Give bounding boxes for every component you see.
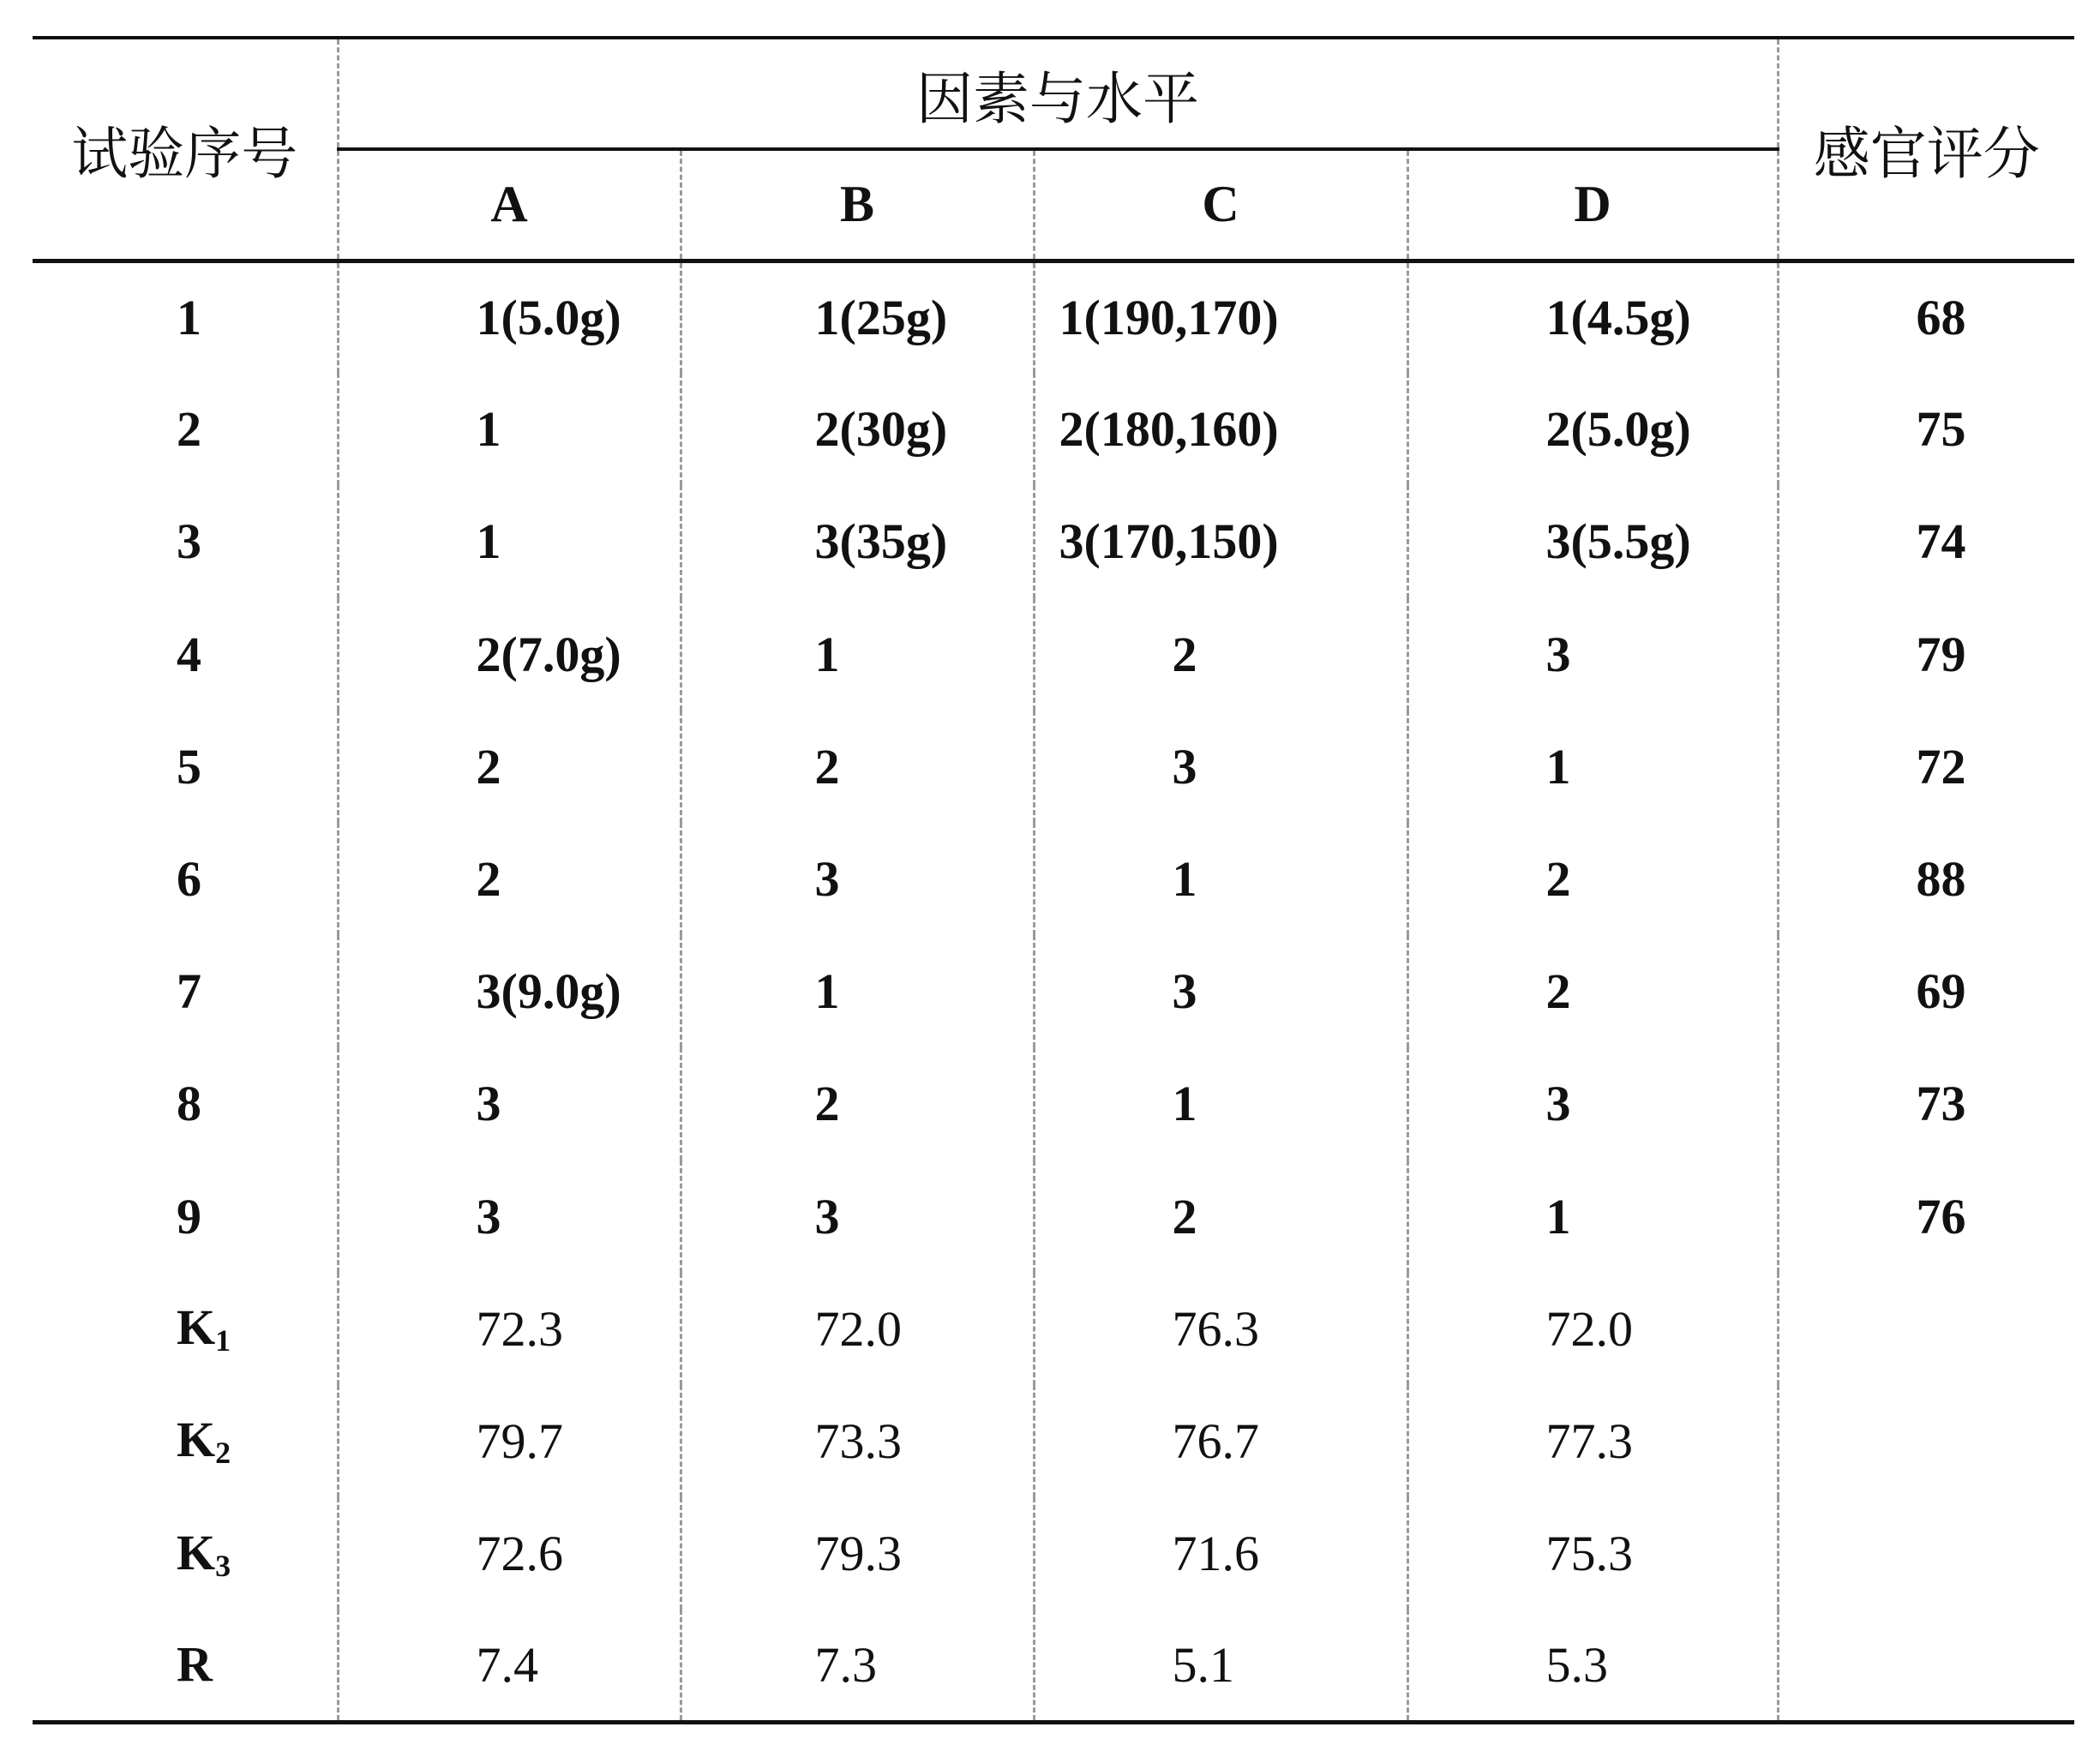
factor-b-cell: 1: [681, 935, 1034, 1047]
factor-a-cell: 2: [338, 823, 681, 935]
factor-b-cell: 1(25g): [681, 261, 1034, 373]
k-c-cell: 76.3: [1034, 1273, 1407, 1385]
table-row: [33, 485, 2074, 597]
factor-d-header: D: [1407, 149, 1778, 261]
factor-level-group-header: 因素与水平: [338, 38, 1778, 149]
summary-label-main: R: [177, 1635, 213, 1692]
factor-b-cell: 2: [681, 711, 1034, 823]
table-row: [33, 1047, 2074, 1160]
score-cell: 75: [1916, 401, 1966, 458]
factor-b-cell: 3: [681, 1160, 1034, 1273]
empty-score-cell: [1778, 1497, 2074, 1610]
r-a-cell: 7.4: [338, 1610, 681, 1722]
summary-label-sub: 1: [215, 1323, 231, 1358]
sensory-score-header: 感官评分: [1778, 38, 2074, 261]
factor-c-cell: 3: [1034, 935, 1407, 1047]
run-number-cell: 8: [177, 1076, 201, 1132]
summary-label-main: K: [177, 1524, 216, 1580]
factor-a-cell: 1: [338, 373, 681, 485]
k-b-cell: 79.3: [681, 1497, 1034, 1610]
orthogonal-test-table-container: [33, 36, 2074, 1724]
orthogonal-test-table: [33, 36, 2074, 1724]
factor-c-cell: 3(170,150): [1034, 485, 1407, 597]
factor-d-cell: 2: [1407, 823, 1778, 935]
table-row: [33, 935, 2074, 1047]
summary-row-r: [33, 1610, 2074, 1722]
summary-row-k2: [33, 1385, 2074, 1497]
summary-label-sub: 3: [215, 1548, 231, 1583]
factor-c-header: C: [1034, 149, 1407, 261]
k-c-cell: 76.7: [1034, 1385, 1407, 1497]
summary-label: [33, 1273, 338, 1385]
factor-a-cell: 1(5.0g): [338, 261, 681, 373]
run-number-cell: 4: [177, 626, 201, 682]
factor-a-cell: 3: [338, 1160, 681, 1273]
k-b-cell: 73.3: [681, 1385, 1034, 1497]
r-c-cell: 5.1: [1034, 1610, 1407, 1722]
summary-row-k1: [33, 1273, 2074, 1385]
factor-d-cell: 2: [1407, 935, 1778, 1047]
factor-c-cell: 2: [1034, 1160, 1407, 1273]
factor-d-cell: 3: [1407, 1047, 1778, 1160]
factor-c-cell: 1(190,170): [1034, 261, 1407, 373]
table-body: [33, 261, 2074, 1723]
score-cell: 88: [1916, 851, 1966, 908]
r-d-cell: 5.3: [1407, 1610, 1778, 1722]
empty-score-cell: [1778, 1273, 2074, 1385]
table-row: [33, 261, 2074, 373]
k-a-cell: 72.3: [338, 1273, 681, 1385]
factor-a-cell: 3(9.0g): [338, 935, 681, 1047]
factor-b-cell: 2: [681, 1047, 1034, 1160]
factor-c-cell: 2(180,160): [1034, 373, 1407, 485]
k-b-cell: 72.0: [681, 1273, 1034, 1385]
score-cell: 72: [1916, 738, 1966, 795]
factor-a-header: A: [338, 149, 681, 261]
score-cell: 74: [1916, 513, 1966, 570]
score-cell: 76: [1916, 1188, 1966, 1244]
table-row: [33, 711, 2074, 823]
factor-b-cell: 3: [681, 823, 1034, 935]
score-cell: 68: [1916, 290, 1966, 346]
table-row: [33, 1160, 2074, 1273]
factor-b-cell: 1: [681, 598, 1034, 711]
run-number-header: 试验序号: [33, 38, 338, 261]
factor-d-cell: 2(5.0g): [1407, 373, 1778, 485]
k-c-cell: 71.6: [1034, 1497, 1407, 1610]
factor-a-cell: 2: [338, 711, 681, 823]
r-b-cell: 7.3: [681, 1610, 1034, 1722]
summary-label-main: K: [177, 1412, 216, 1468]
factor-a-cell: 3: [338, 1047, 681, 1160]
factor-b-cell: 2(30g): [681, 373, 1034, 485]
summary-label: [33, 1497, 338, 1610]
score-cell: 79: [1916, 626, 1966, 682]
summary-label: [33, 1385, 338, 1497]
run-number-cell: 2: [177, 401, 201, 458]
run-number-cell: 1: [177, 290, 201, 346]
factor-b-cell: 3(35g): [681, 485, 1034, 597]
run-number-cell: 5: [177, 738, 201, 795]
factor-d-cell: 3(5.5g): [1407, 485, 1778, 597]
k-d-cell: 77.3: [1407, 1385, 1778, 1497]
factor-c-cell: 2: [1034, 598, 1407, 711]
empty-score-cell: [1778, 1385, 2074, 1497]
factor-d-cell: 1: [1407, 1160, 1778, 1273]
k-a-cell: 72.6: [338, 1497, 681, 1610]
factor-d-cell: 1(4.5g): [1407, 261, 1778, 373]
factor-c-cell: 3: [1034, 711, 1407, 823]
factor-d-cell: 1: [1407, 711, 1778, 823]
factor-a-cell: 2(7.0g): [338, 598, 681, 711]
factor-c-cell: 1: [1034, 1047, 1407, 1160]
table-row: [33, 598, 2074, 711]
k-d-cell: 75.3: [1407, 1497, 1778, 1610]
k-a-cell: 79.7: [338, 1385, 681, 1497]
table-row: [33, 823, 2074, 935]
run-number-cell: 3: [177, 513, 201, 570]
k-d-cell: 72.0: [1407, 1273, 1778, 1385]
factor-c-cell: 1: [1034, 823, 1407, 935]
run-number-cell: 6: [177, 851, 201, 908]
factor-d-cell: 3: [1407, 598, 1778, 711]
factor-b-header: B: [681, 149, 1034, 261]
summary-label-sub: 2: [215, 1436, 231, 1471]
empty-score-cell: [1778, 1610, 2074, 1722]
table-row: [33, 373, 2074, 485]
summary-label: [33, 1610, 338, 1722]
run-number-cell: 9: [177, 1188, 201, 1244]
factor-a-cell: 1: [338, 485, 681, 597]
summary-row-k3: [33, 1497, 2074, 1610]
score-cell: 73: [1916, 1076, 1966, 1132]
table-header: [33, 38, 2074, 261]
score-cell: 69: [1916, 963, 1966, 1020]
run-number-cell: 7: [177, 963, 201, 1020]
summary-label-main: K: [177, 1299, 216, 1356]
